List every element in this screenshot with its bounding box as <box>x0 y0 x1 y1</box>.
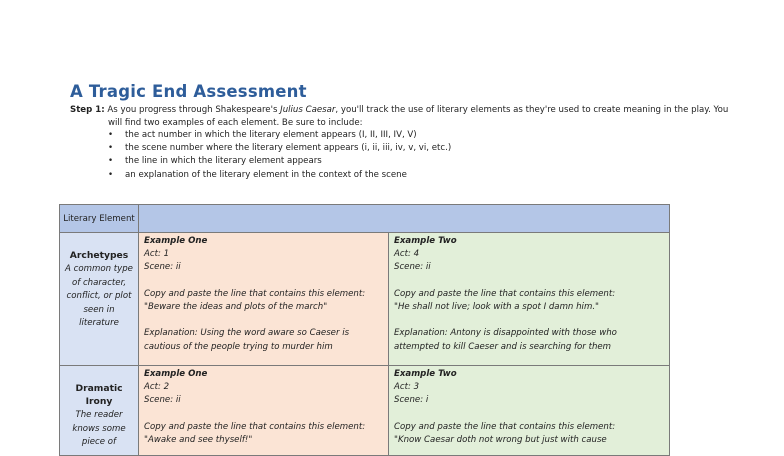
literary-elements-table <box>59 204 670 456</box>
step-continuation: will find two examples of each element. Be sure to include: <box>108 118 363 128</box>
element-definition: A common type of character, conflict, or plot seen in literature <box>65 264 133 328</box>
example-act: Act: 4 <box>394 249 420 260</box>
element-name: Dramatic Irony <box>75 383 123 407</box>
example-explanation: Explanation: Using the word aware so Caeser is cautious of the people trying to murder him <box>144 328 350 352</box>
table-header-element: Literary Element <box>60 205 139 233</box>
table-row <box>60 366 670 456</box>
example-prompt: Copy and paste the line that contains this element: <box>394 288 616 299</box>
example-explanation: Explanation: Antony is disappointed with those who attempted to kill Caeser and is searching for them <box>394 328 617 352</box>
step-text-after: , you'll track the use of literary elements as they're used to create meaning in the play. You <box>335 105 729 115</box>
example-title: Example Two <box>394 236 457 246</box>
document-title: A Tragic End Assessment <box>70 82 307 101</box>
example-prompt: Copy and paste the line that contains this element: <box>394 421 616 432</box>
example-prompt: Copy and paste the line that contains this element: <box>144 421 366 432</box>
element-definition: The reader knows some piece of <box>72 410 126 447</box>
example-scene: Scene: i <box>394 395 429 406</box>
example-title: Example One <box>144 236 208 246</box>
requirement-item: • an explanation of the literary element in the context of the scene <box>108 169 451 182</box>
example-two-cell[interactable] <box>389 233 670 366</box>
element-cell <box>60 233 139 366</box>
example-prompt: Copy and paste the line that contains this element: <box>144 288 366 299</box>
example-quote: "Awake and see thyself!" <box>144 435 253 445</box>
example-two-cell[interactable] <box>389 366 670 456</box>
step-instructions <box>70 104 770 130</box>
requirement-item: • the line in which the literary element appears <box>108 155 451 168</box>
example-quote: "Beware the ideas and plots of the march" <box>144 302 328 312</box>
table-row <box>60 233 670 366</box>
example-quote: "He shall not live; look with a spot I damn him." <box>394 302 600 312</box>
step-text-before: As you progress through Shakespeare's <box>104 105 281 115</box>
example-scene: Scene: ii <box>394 262 431 273</box>
example-act: Act: 1 <box>144 249 170 260</box>
play-title: Julius Caesar <box>280 105 336 115</box>
example-title: Example One <box>144 369 208 379</box>
example-title: Example Two <box>394 369 457 379</box>
example-act: Act: 3 <box>394 382 420 393</box>
example-one-cell[interactable] <box>139 366 389 456</box>
example-quote: "Know Caesar doth not wrong but just with cause <box>394 435 607 445</box>
example-act: Act: 2 <box>144 382 170 393</box>
example-scene: Scene: ii <box>144 395 181 406</box>
example-one-cell[interactable] <box>139 233 389 366</box>
element-name: Archetypes <box>69 250 129 261</box>
requirement-item: • the act number in which the literary element appears (I, II, III, IV, V) <box>108 129 451 142</box>
table-header-blank <box>139 205 670 233</box>
example-scene: Scene: ii <box>144 262 181 273</box>
element-cell <box>60 366 139 456</box>
step-label: Step 1: <box>70 105 105 115</box>
requirement-item: • the scene number where the literary element appears (i, ii, iii, iv, v, vi, etc.) <box>108 142 451 155</box>
requirements-list <box>108 129 451 182</box>
